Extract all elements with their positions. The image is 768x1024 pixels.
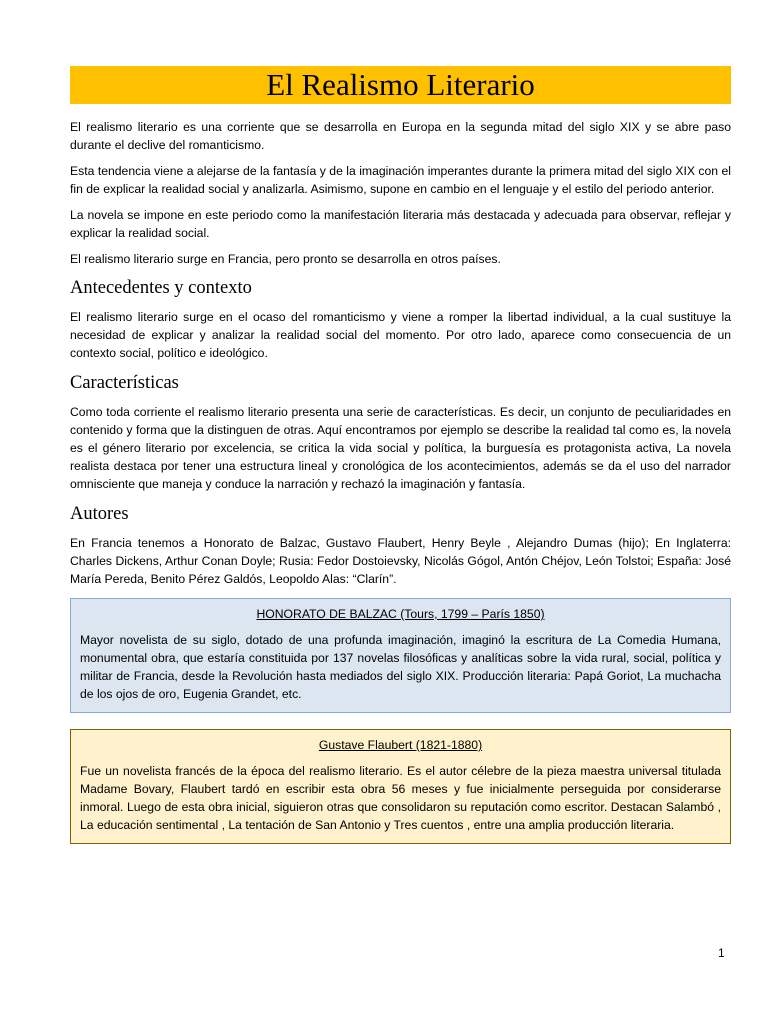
heading-caracteristicas: Características (70, 373, 179, 393)
document-page (70, 66, 731, 844)
balzac-box-title: HONORATO DE BALZAC (Tours, 1799 – París 1850) (256, 607, 545, 621)
intro-paragraph-4: El realismo literario surge en Francia, pero pronto se desarrolla en otros países. (70, 252, 501, 266)
heading-autores: Autores (70, 504, 129, 524)
balzac-box (70, 598, 731, 713)
intro-paragraph-3: La novela se impone en este periodo como la manifestación literaria más destacada y adecuada para observar, reflejar y explicar la realidad social. (70, 208, 731, 240)
caracteristicas-paragraph: Como toda corriente el realismo literario presenta una serie de características. Es decir, un conjunto de peculiaridades en contenido y forma que la distinguen de otras. Aquí encontramos por ejemplo se describe la realidad tal como es, la novela es el género literario por excelencia, se critica la vida social y política, la burguesía es protagonista activa, La novela realista destaca por tener una estructura lineal y cronológica de los acontecimientos, además se da el uso del narrador omnisciente que maneja y conduce la narración y rechazó la imaginación y fantasía. (70, 405, 731, 491)
flaubert-box-title: Gustave Flaubert (1821-1880) (318, 738, 483, 752)
autores-paragraph: En Francia tenemos a Honorato de Balzac, Gustavo Flaubert, Henry Beyle , Alejandro Dumas (hijo); En Inglaterra: Charles Dickens, Arthur Conan Doyle; Rusia: Fedor Dostoievsky, Nicolás Gógol, Antón Chéjov, León Tolstoi; España: José María Pereda, Benito Pérez Galdós, Leopoldo Alas: “Clarín”. (70, 536, 731, 586)
intro-paragraph-2: Esta tendencia viene a alejarse de la fantasía y de la imaginación imperantes durante la primera mitad del siglo XIX con el fin de explicar la realidad social y analizarla. Asimismo, supone en cambio en el lenguaje y el estilo del periodo anterior. (70, 164, 731, 196)
antecedentes-paragraph: El realismo literario surge en el ocaso del romanticismo y viene a romper la libertad individual, a la cual sustituye la necesidad de explicar y analizar la realidad social del momento. Por otro lado, aparece como consecuencia de un contexto social, político e ideológico. (70, 310, 731, 360)
intro-paragraph-1: El realismo literario es una corriente que se desarrolla en Europa en la segunda mitad del siglo XIX y se abre paso durante el declive del romanticismo. (70, 120, 731, 152)
heading-antecedentes: Antecedentes y contexto (70, 278, 252, 298)
flaubert-box (70, 729, 731, 844)
flaubert-box-text: Fue un novelista francés de la época del realismo literario. Es el autor célebre de la pieza maestra universal titulada Madame Bovary, Flaubert tardó en escribir esta obra 56 meses y fue inicialmente perseguida por considerarse inmoral. Luego de esta obra inicial, siguieron otras que consolidaron su reputación como escritor. Destacan Salambó , La educación sentimental , La tentación de San Antonio y Tres cuentos , entre una amplia producción literaria. (80, 764, 721, 832)
page-title: El Realismo Literario (70, 66, 731, 104)
balzac-box-text: Mayor novelista de su siglo, dotado de una profunda imaginación, imaginó la escritura de La Comedia Humana, monumental obra, que estaría constituida por 137 novelas filosóficas y analíticas sobre la vida rural, social, política y militar de Francia, desde la Revolución hasta mediados del siglo XIX. Producción literaria: Papá Goriot, La muchacha de los ojos de oro, Eugenia Grandet, etc. (80, 633, 721, 701)
page-number: 1 (718, 946, 725, 960)
